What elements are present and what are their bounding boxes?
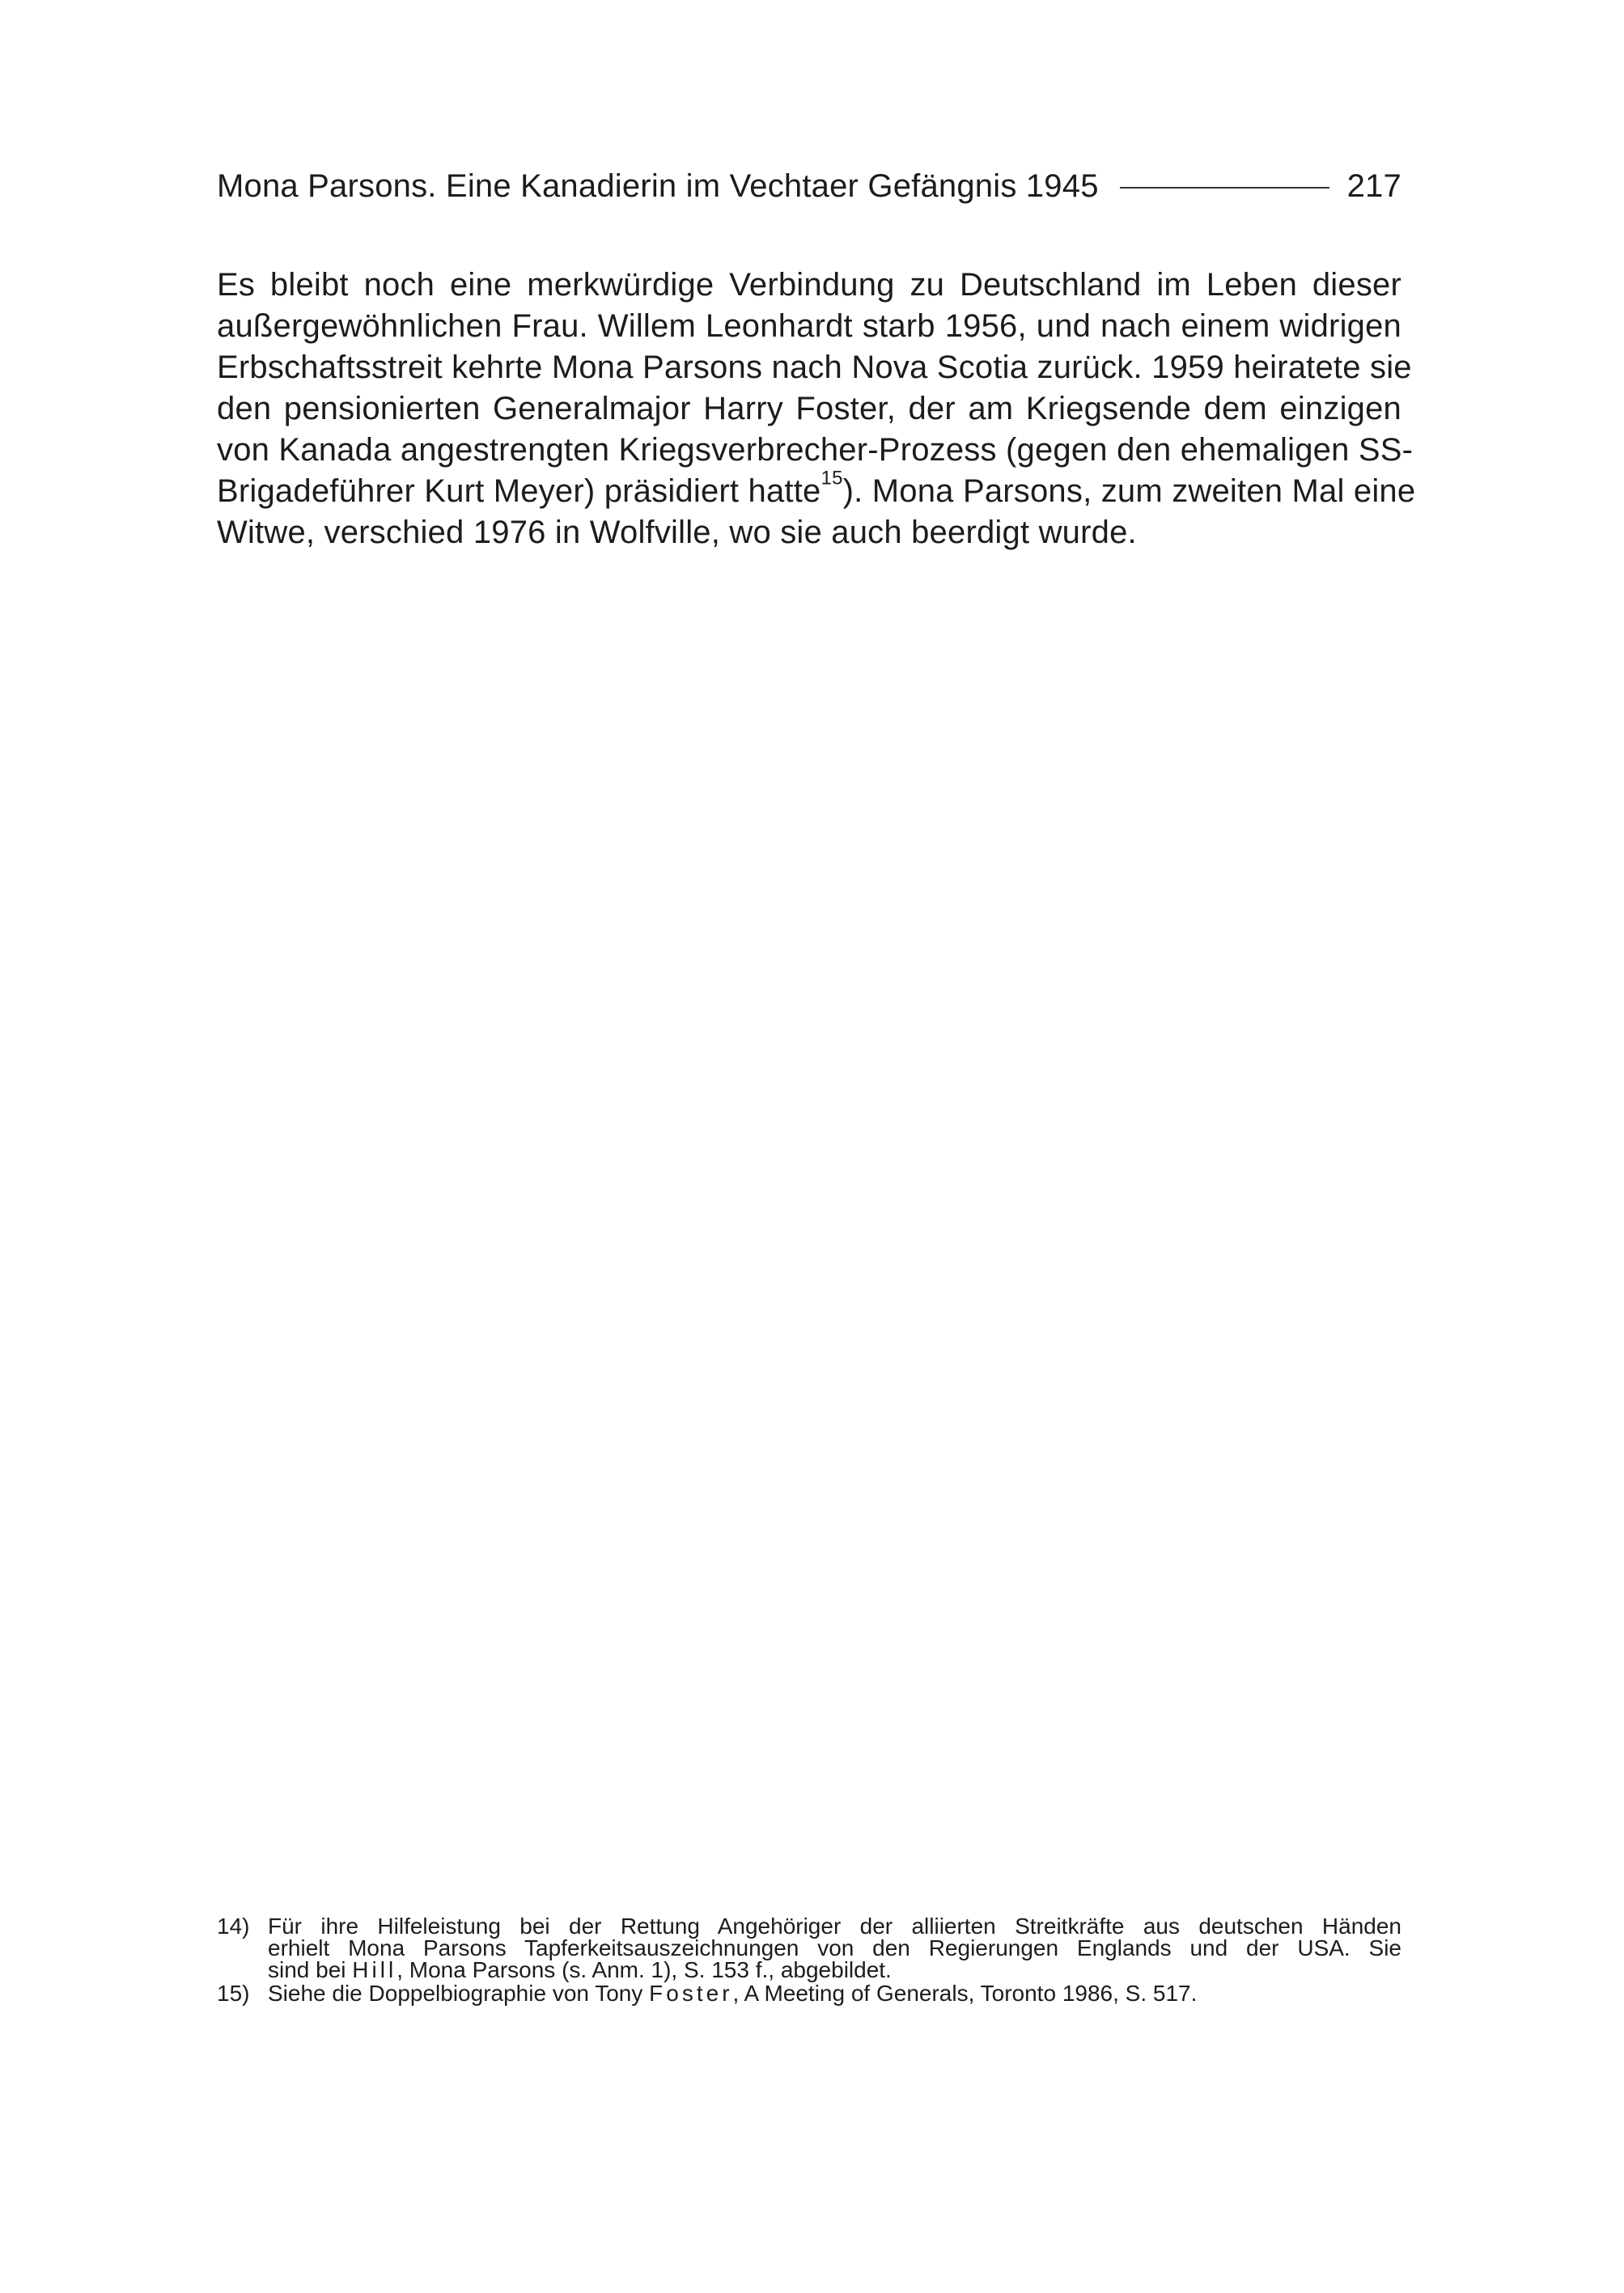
running-head-title: Mona Parsons. Eine Kanadierin im Vechtaer Gefängnis 1945 xyxy=(217,167,1099,204)
body-line xyxy=(217,467,1416,512)
page-number: 217 xyxy=(1346,167,1401,204)
footnote-15 xyxy=(217,1982,1401,2004)
author-name: Foster xyxy=(649,1981,733,2006)
running-head-rule xyxy=(1120,187,1329,189)
body-line: den pensionierten Generalmajor Harry Foster, der am Kriegsende dem einzigen xyxy=(217,391,1401,426)
footnote-line: erhielt Mona Parsons Tapferkeitsauszeichnungen von den Regierungen Englands und der USA. Sie xyxy=(268,1935,1401,1960)
running-head xyxy=(217,162,1401,210)
footnote-text: , A Meeting of Generals, Toronto 1986, S. 517. xyxy=(732,1981,1198,2006)
footnote-number: 14) xyxy=(217,1914,250,1939)
body-paragraph xyxy=(217,265,1416,553)
footnotes xyxy=(217,1915,1401,2006)
body-line: von Kanada angestrengten Kriegsverbrecher-Prozess (gegen den ehemaligen SS- xyxy=(217,432,1414,468)
footnote-text: , Mona Parsons (s. Anm. 1), S. 153 f., abgebildet. xyxy=(396,1957,892,1982)
footnote-line xyxy=(268,1959,1401,1981)
footnote-line: Für ihre Hilfeleistung bei der Rettung Angehöriger der alliierten Streitkräfte aus deutschen Händen xyxy=(268,1914,1401,1939)
body-line: Witwe, verschied 1976 in Wolfville, wo sie auch beerdigt wurde. xyxy=(217,515,1137,550)
body-line-text: ). Mona Parsons, zum zweiten Mal eine xyxy=(842,473,1416,509)
body-line: außergewöhnlichen Frau. Willem Leonhardt starb 1956, und nach einem widrigen xyxy=(217,308,1401,344)
body-line: Erbschaftsstreit kehrte Mona Parsons nach Nova Scotia zurück. 1959 heiratete sie xyxy=(217,350,1412,385)
footnote-number: 15) xyxy=(217,1981,250,2006)
body-line: Es bleibt noch eine merkwürdige Verbindung zu Deutschland im Leben dieser xyxy=(217,267,1401,303)
author-name: Hill xyxy=(352,1957,397,1982)
footnote-reference: 15 xyxy=(820,467,843,490)
footnote-14 xyxy=(217,1915,1401,1981)
body-line-text: Brigadeführer Kurt Meyer) präsidiert hatte xyxy=(217,473,821,509)
footnote-text: Siehe die Doppelbiographie von Tony xyxy=(268,1981,650,2006)
footnote-line xyxy=(268,1982,1401,2004)
footnote-text: sind bei xyxy=(268,1957,353,1982)
